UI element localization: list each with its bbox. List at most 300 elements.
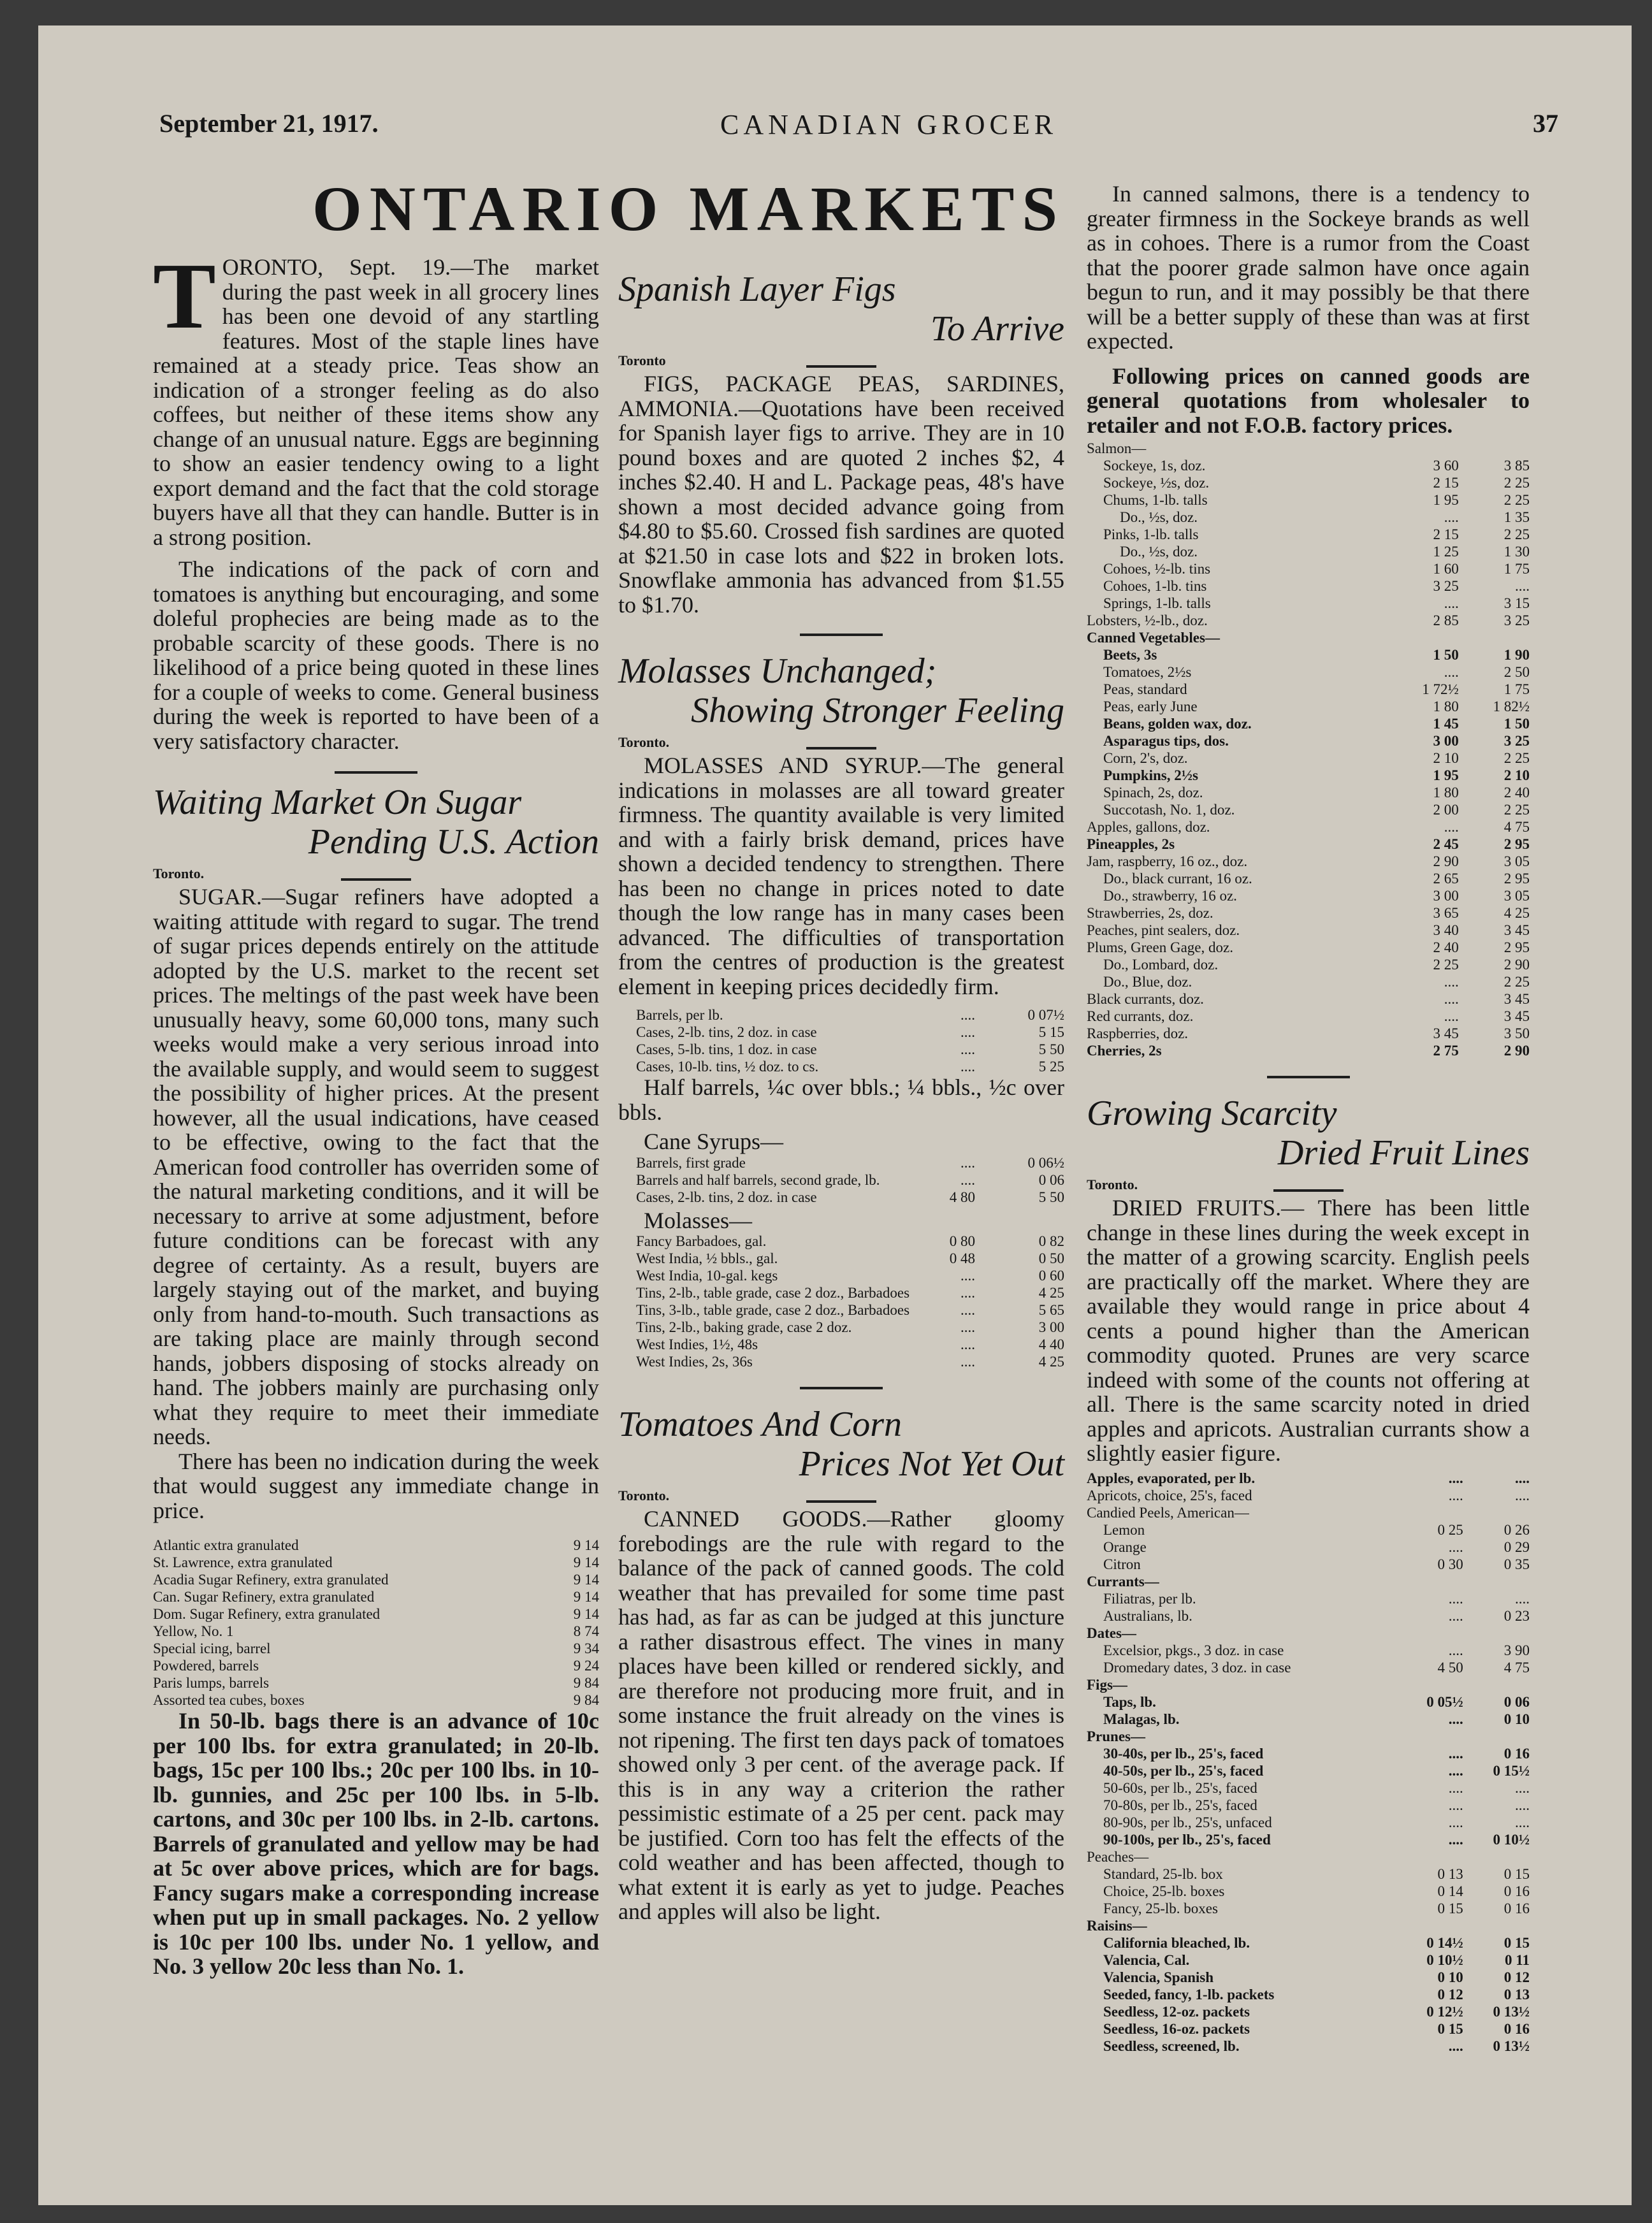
price-row: [1087, 1848, 1530, 1865]
price-item: Yellow, No. 1: [153, 1623, 234, 1639]
molasses-headline-line-2: Showing Stronger Feeling: [691, 691, 1064, 730]
price-low: ....: [1444, 974, 1459, 990]
price-row: [1087, 1779, 1530, 1797]
price-row: [1087, 1521, 1530, 1539]
price-low: 0 30: [1437, 1556, 1463, 1572]
price-item: 40-50s, per lb., 25's, faced: [1103, 1762, 1264, 1779]
price-row: [1087, 1573, 1530, 1590]
molasses-heading: Molasses—: [644, 1207, 752, 1233]
price-item: Malagas, lb.: [1103, 1711, 1180, 1727]
price-value: 5 15: [1038, 1024, 1064, 1040]
price-high: 0 13: [1503, 1986, 1530, 2002]
price-low: 0 10½: [1426, 1951, 1463, 1968]
price-item: Currants—: [1087, 1573, 1159, 1589]
price-row: [153, 1674, 599, 1691]
price-high: 2 95: [1503, 836, 1530, 852]
price-row: [618, 1284, 1064, 1301]
price-row: [1087, 1539, 1530, 1556]
molasses-headline-line-1: Molasses Unchanged;: [618, 651, 937, 691]
price-high: 3 15: [1503, 595, 1530, 611]
price-high: 0 23: [1503, 1607, 1530, 1624]
price-item: Jam, raspberry, 16 oz., doz.: [1087, 853, 1248, 869]
price-row: [1087, 939, 1530, 956]
price-high: 2 95: [1503, 939, 1530, 955]
sugar-headline-line-1: Waiting Market On Sugar: [153, 783, 522, 822]
price-row: [618, 1319, 1064, 1336]
price-item: Plums, Green Gage, doz.: [1087, 939, 1233, 955]
price-value: ....: [960, 1319, 975, 1335]
price-item: Valencia, Spanish: [1103, 1969, 1214, 1985]
price-high: 0 15: [1503, 1934, 1530, 1951]
canned-goods-paragraph: CANNED GOODS.—Rather gloomy forebodings are the rule with regard to the balance of the pack of canned goods. The cold weather that has prevailed for some time past has had, as far as can be judged at this juncture a rather disastrous effect. The vines in many places have been killed or rendered sickly, and are therefore not producing more fruit, and in some instance the fruit already on the vines is not ripening. The first ten days pack of tomatoes showed only 3 per cent. of the average pack. If this is in any way a criterion the rather pessimistic estimate of a 25 per cent. pack may be justified. Corn too has felt the effects of the cold weather and has been affected, though to what extent it is early as yet to judge. Peaches and apples will also be light.: [618, 1506, 1064, 1924]
cane-syrup-table: [618, 1154, 1064, 1206]
price-item: Strawberries, 2s, doz.: [1087, 905, 1214, 921]
price-row: [1087, 2003, 1530, 2020]
price-row: [1087, 560, 1530, 577]
price-row: [618, 1041, 1064, 1058]
price-row: [618, 1024, 1064, 1041]
price-row: [153, 1571, 599, 1588]
price-high: 0 26: [1503, 1521, 1530, 1538]
price-high: 0 15: [1503, 1865, 1530, 1882]
canned-goods-note: Following prices on canned goods are general quotations from wholesaler to retailer and not F.O.B. factory prices.: [1087, 363, 1530, 438]
main-title: ONTARIO MARKETS: [312, 173, 1066, 244]
price-item: Dates—: [1087, 1625, 1136, 1641]
price-row: [1087, 1917, 1530, 1934]
price-low: ....: [1444, 819, 1459, 835]
price-row: [1087, 440, 1530, 457]
tomatoes-headline-line-1: Tomatoes And Corn: [618, 1405, 902, 1444]
molasses-paragraph: MOLASSES AND SYRUP.—The general indications in molasses are all toward greater firmness. The quantity available is very limited and with a fairly brisk demand, prices have shown a decided tendency to strengthen. There has been no change in prices noted to date though the low range has in many cases been advanced. The difficulties of transportation from the centres of production is the greatest element in keeping prices decidedly firm.: [618, 753, 1064, 999]
half-barrels-note: Half barrels, ¼c over bbls.; ¼ bbls., ½c over bbls.: [618, 1075, 1064, 1125]
price-row: [1087, 1728, 1530, 1745]
price-row: [1087, 1556, 1530, 1573]
price-item: Citron: [1103, 1556, 1141, 1572]
price-item: Do., ½s, doz.: [1120, 509, 1198, 525]
tomatoes-dateline: Toronto.: [618, 1488, 670, 1503]
price-row: [1087, 732, 1530, 749]
price-item: Apricots, choice, 25's, faced: [1087, 1487, 1252, 1503]
price-low: 3 65: [1433, 905, 1459, 921]
price-low: ....: [1444, 509, 1459, 525]
intro-text: ORONTO, Sept. 19.—The market during the past week in all grocery lines has been one devoid of any startling features. Most of the staple lines have remained at a steady price. Teas show an indication of a stronger feeling as do also coffees, but neither of these items show any change of an unusual nature. Eggs are beginning to show an easier tendency owing to a light export demand and the fact that the cold storage buyers have all that they can handle. Butter is in a strong position.: [153, 254, 599, 550]
price-high: 2 90: [1503, 957, 1530, 973]
price-item: Do., ½s, doz.: [1120, 544, 1198, 560]
price-row: [618, 1154, 1064, 1171]
price-value: 9 84: [573, 1675, 599, 1691]
price-item: West Indies, 1½, 48s: [636, 1336, 758, 1352]
price-low: 1 72½: [1422, 681, 1459, 697]
price-low: 3 60: [1433, 458, 1459, 474]
price-item: Barrels, first grade: [636, 1154, 746, 1171]
column-2: [618, 258, 1064, 1924]
price-item: Atlantic extra granulated: [153, 1537, 299, 1553]
price-low: 2 90: [1433, 853, 1459, 869]
price-low: 1 80: [1433, 785, 1459, 800]
price-low: [1388, 440, 1459, 457]
price-high: 3 25: [1503, 612, 1530, 628]
price-item: Taps, lb.: [1103, 1693, 1156, 1710]
price-row: [1087, 1659, 1530, 1676]
price-item: 50-60s, per lb., 25's, faced: [1103, 1779, 1257, 1796]
page-number: 37: [1533, 109, 1558, 138]
price-item: Apples, gallons, doz.: [1087, 819, 1210, 835]
price-low: ....: [1444, 991, 1459, 1007]
drop-cap: T: [153, 244, 216, 349]
price-high: 1 35: [1503, 509, 1530, 525]
figs-headline-line-2: To Arrive: [930, 309, 1064, 349]
price-item: Lobsters, ½-lb., doz.: [1087, 612, 1208, 628]
price-low: 2 10: [1433, 750, 1459, 766]
price-item: Assorted tea cubes, boxes: [153, 1692, 305, 1708]
molasses-price-table: [618, 1006, 1064, 1075]
figs-headline: [618, 270, 1064, 349]
price-low: [1397, 1573, 1463, 1590]
price-low: [1388, 629, 1459, 646]
price-value: ....: [960, 1059, 975, 1075]
price-item: Fancy, 25-lb. boxes: [1103, 1900, 1218, 1916]
price-item: Cases, 2-lb. tins, 2 doz. in case: [636, 1024, 817, 1040]
price-high: 4 25: [1503, 905, 1530, 921]
price-value: 0 48: [949, 1250, 975, 1266]
price-value: ....: [960, 1268, 975, 1284]
price-row: [1087, 749, 1530, 767]
price-item: Raspberries, doz.: [1087, 1025, 1189, 1041]
price-value: ....: [960, 1336, 975, 1352]
price-item: Apples, evaporated, per lb.: [1087, 1470, 1256, 1486]
price-item: Cases, 2-lb. tins, 2 doz. in case: [636, 1189, 817, 1205]
price-high: [1459, 629, 1530, 646]
price-row: [1087, 1986, 1530, 2003]
price-high: 0 10½: [1493, 1831, 1530, 1848]
price-item: Valencia, Cal.: [1103, 1951, 1190, 1968]
price-item: Peas, early June: [1103, 699, 1198, 714]
price-item: Black currants, doz.: [1087, 991, 1204, 1007]
price-low: ....: [1448, 1779, 1463, 1796]
price-row: [153, 1623, 599, 1640]
price-row: [1087, 595, 1530, 612]
price-item: St. Lawrence, extra granulated: [153, 1554, 333, 1570]
price-value: 0 06: [1038, 1171, 1064, 1188]
price-item: West Indies, 2s, 36s: [636, 1354, 753, 1370]
price-high: 2 25: [1503, 526, 1530, 542]
price-row: [618, 1189, 1064, 1206]
price-row: [618, 1336, 1064, 1353]
price-item: Barrels, per lb.: [636, 1007, 723, 1023]
price-high: 2 25: [1503, 802, 1530, 818]
price-low: 0 13: [1437, 1865, 1463, 1882]
dried-fruit-headline: [1087, 1094, 1530, 1173]
price-low: 0 12½: [1426, 2003, 1463, 2020]
price-high: 4 75: [1503, 819, 1530, 835]
price-item: Paris lumps, barrels: [153, 1675, 270, 1691]
price-item: Tomatoes, 2½s: [1103, 664, 1192, 680]
price-item: Sockeye, ½s, doz.: [1103, 475, 1210, 491]
price-low: 2 15: [1433, 475, 1459, 491]
price-item: Cases, 5-lb. tins, 1 doz. in case: [636, 1041, 817, 1057]
price-high: [1463, 1676, 1530, 1693]
dateline-rule: [341, 878, 411, 881]
tomatoes-headline-line-2: Prices Not Yet Out: [799, 1444, 1064, 1484]
price-item: Cohoes, 1-lb. tins: [1103, 578, 1207, 594]
price-low: [1397, 1676, 1463, 1693]
price-item: Dom. Sugar Refinery, extra granulated: [153, 1606, 380, 1622]
price-high: 3 90: [1503, 1642, 1530, 1658]
price-high: 0 16: [1503, 1900, 1530, 1916]
price-low: [1397, 1625, 1463, 1642]
price-value: 9 14: [573, 1589, 599, 1605]
price-high: [1463, 1625, 1530, 1642]
price-item: Standard, 25-lb. box: [1103, 1865, 1223, 1882]
price-item: Beans, golden wax, doz.: [1103, 716, 1252, 732]
price-row: [153, 1554, 599, 1571]
price-low: [1397, 1917, 1463, 1934]
price-value: 4 25: [1038, 1354, 1064, 1370]
price-value: 0 80: [949, 1233, 975, 1249]
price-high: ....: [1515, 1590, 1530, 1607]
price-row: [1087, 1831, 1530, 1848]
price-low: [1397, 1848, 1463, 1865]
dried-dateline: Toronto.: [1087, 1177, 1138, 1192]
price-value: 9 14: [573, 1606, 599, 1622]
price-item: Special icing, barrel: [153, 1640, 271, 1656]
price-row: [1087, 1590, 1530, 1607]
price-item: Asparagus tips, dos.: [1103, 733, 1229, 749]
price-low: [1397, 1728, 1463, 1745]
price-item: West India, 10-gal. kegs: [636, 1268, 778, 1284]
price-low: 1 60: [1433, 561, 1459, 577]
price-row: [1087, 973, 1530, 990]
price-low: ....: [1444, 1008, 1459, 1024]
price-low: 2 65: [1433, 871, 1459, 887]
price-high: 3 50: [1503, 1025, 1530, 1041]
price-item: Fancy Barbadoes, gal.: [636, 1233, 767, 1249]
price-low: ....: [1444, 664, 1459, 680]
price-low: ....: [1448, 1711, 1463, 1727]
price-high: 3 25: [1503, 733, 1530, 749]
price-item: Succotash, No. 1, doz.: [1103, 802, 1235, 818]
price-value: 5 25: [1038, 1059, 1064, 1075]
price-value: 0 06½: [1027, 1154, 1064, 1171]
price-high: [1459, 440, 1530, 457]
price-item: Spinach, 2s, doz.: [1103, 785, 1203, 800]
price-item: Corn, 2's, doz.: [1103, 750, 1188, 766]
price-value: 5 50: [1038, 1041, 1064, 1057]
price-high: 2 90: [1503, 1043, 1530, 1059]
price-row: [1087, 698, 1530, 715]
price-item: Peas, standard: [1103, 681, 1187, 697]
price-row: [153, 1537, 599, 1554]
price-value: 3 00: [1038, 1319, 1064, 1335]
price-low: ....: [1444, 595, 1459, 611]
price-high: 3 45: [1503, 1008, 1530, 1024]
price-value: 0 60: [1038, 1268, 1064, 1284]
price-low: ....: [1448, 1642, 1463, 1658]
price-row: [1087, 1504, 1530, 1521]
price-row: [1087, 1797, 1530, 1814]
price-row: [1087, 2038, 1530, 2055]
price-low: 0 14½: [1426, 1934, 1463, 1951]
price-low: 0 10: [1437, 1969, 1463, 1985]
price-low: ....: [1448, 1590, 1463, 1607]
price-low: 2 00: [1433, 802, 1459, 818]
price-row: [1087, 1487, 1530, 1504]
dried-fruit-table: [1087, 1470, 1530, 2055]
figs-dateline: Toronto: [618, 352, 666, 368]
price-item: Acadia Sugar Refinery, extra granulated: [153, 1572, 389, 1588]
figs-headline-line-1: Spanish Layer Figs: [618, 270, 896, 309]
masthead: CANADIAN GROCER: [720, 109, 1058, 140]
price-high: 2 10: [1503, 767, 1530, 783]
price-row: [1087, 629, 1530, 646]
price-row: [1087, 2020, 1530, 2038]
price-row: [1087, 715, 1530, 732]
price-item: Tins, 3-lb., table grade, case 2 doz., Barbadoes: [636, 1302, 910, 1318]
price-row: [153, 1640, 599, 1657]
price-value: 4 25: [1038, 1285, 1064, 1301]
price-low: ....: [1448, 1831, 1463, 1848]
price-low: 2 15: [1433, 526, 1459, 542]
price-low: ....: [1448, 1607, 1463, 1624]
price-item: Figs—: [1087, 1676, 1127, 1693]
price-item: Candied Peels, American—: [1087, 1504, 1249, 1521]
price-low: ....: [1448, 1539, 1463, 1555]
price-row: [618, 1058, 1064, 1075]
price-value: 9 14: [573, 1572, 599, 1588]
price-low: 0 05½: [1426, 1693, 1463, 1710]
price-item: Can. Sugar Refinery, extra granulated: [153, 1589, 375, 1605]
price-value: 4 40: [1038, 1336, 1064, 1352]
price-item: Filiatras, per lb.: [1103, 1590, 1196, 1607]
price-value: ....: [960, 1154, 975, 1171]
price-row: [1087, 853, 1530, 870]
price-item: Choice, 25-lb. boxes: [1103, 1883, 1225, 1899]
price-low: 2 75: [1433, 1043, 1459, 1059]
price-row: [1087, 1951, 1530, 1969]
price-item: Springs, 1-lb. talls: [1103, 595, 1211, 611]
price-high: 3 05: [1503, 853, 1530, 869]
price-low: 0 12: [1437, 1986, 1463, 2002]
price-high: 1 50: [1503, 716, 1530, 732]
price-row: [1087, 681, 1530, 698]
price-high: 2 40: [1503, 785, 1530, 800]
issue-date: September 21, 1917.: [159, 109, 379, 138]
sugar-note: In 50-lb. bags there is an advance of 10c per 100 lbs. for extra granulated; in 20-lb. bags, 15c per 100 lbs.; 20c per 100 lbs. in 10-lb. gunnies, and 25c per 100 lbs. in 5-lb. cartons, and 30c per 100 lbs. in 2-lb. cartons. Barrels of granulated and yellow may be had at 5c over above prices, which are for bags. Fancy sugars make a corresponding increase when put up in small packages. No. 2 yellow is 10c per 100 lbs. under No. 1 yellow, and No. 3 yellow 20c less than No. 1.: [153, 1708, 599, 1979]
price-row: [1087, 767, 1530, 784]
price-item: Beets, 3s: [1103, 647, 1157, 663]
price-row: [618, 1250, 1064, 1267]
price-row: [1087, 474, 1530, 491]
price-value: 0 07½: [1027, 1007, 1064, 1023]
sugar-paragraph-2: There has been no indication during the week that would suggest any immediate change in price.: [153, 1448, 599, 1523]
section-divider: [800, 634, 883, 636]
price-low: 0 15: [1437, 2020, 1463, 2037]
price-high: ....: [1515, 1814, 1530, 1830]
price-high: 1 75: [1503, 561, 1530, 577]
price-high: 0 13½: [1493, 2003, 1530, 2020]
price-row: [1087, 457, 1530, 474]
price-value: 5 50: [1038, 1189, 1064, 1205]
dried-headline-line-1: Growing Scarcity: [1087, 1094, 1337, 1133]
price-value: ....: [960, 1007, 975, 1023]
price-low: 2 85: [1433, 612, 1459, 628]
price-item: Seedless, 12-oz. packets: [1103, 2003, 1250, 2020]
price-high: 0 16: [1503, 1883, 1530, 1899]
sugar-price-table: [153, 1537, 599, 1709]
price-item: California bleached, lb.: [1103, 1934, 1250, 1951]
price-row: [1087, 818, 1530, 836]
price-high: 1 30: [1503, 544, 1530, 560]
price-row: [1087, 1042, 1530, 1059]
sugar-headline-line-2: Pending U.S. Action: [308, 822, 599, 862]
price-low: 1 95: [1433, 767, 1459, 783]
price-row: [1087, 577, 1530, 595]
column-1: [153, 244, 599, 1979]
price-row: [1087, 956, 1530, 973]
price-high: 0 11: [1505, 1951, 1530, 1968]
price-row: [1087, 1676, 1530, 1693]
price-low: 2 45: [1433, 836, 1459, 852]
price-item: Seedless, screened, lb.: [1103, 2038, 1240, 2054]
price-row: [1087, 1883, 1530, 1900]
price-item: Chums, 1-lb. talls: [1103, 492, 1208, 508]
price-high: 0 29: [1503, 1539, 1530, 1555]
price-high: ....: [1515, 1797, 1530, 1813]
price-item: Lemon: [1103, 1521, 1145, 1538]
price-high: 0 16: [1503, 2020, 1530, 2037]
salmon-paragraph: In canned salmons, there is a tendency to greater firmness in the Sockeye brands as well as in cohoes. There is a rumor from the Coast that the poorer grade salmon have once again begun to run, and it may possibly be that there will be a better supply of these than was at first expected.: [1087, 181, 1530, 354]
molasses-headline: [618, 651, 1064, 730]
price-item: Cohoes, ½-lb. tins: [1103, 561, 1211, 577]
price-high: 0 15½: [1493, 1762, 1530, 1779]
section-divider: [335, 771, 417, 774]
price-row: [1087, 612, 1530, 629]
price-item: Do., black currant, 16 oz.: [1103, 871, 1252, 887]
price-low: 4 50: [1437, 1659, 1463, 1676]
price-item: Do., strawberry, 16 oz.: [1103, 888, 1237, 904]
price-high: 3 85: [1503, 458, 1530, 474]
section-divider: [800, 1387, 883, 1389]
price-row: [1087, 1470, 1530, 1487]
price-row: [1087, 1934, 1530, 1951]
price-high: 2 25: [1503, 475, 1530, 491]
price-item: Salmon—: [1087, 440, 1147, 456]
price-row: [1087, 922, 1530, 939]
price-row: [618, 1353, 1064, 1370]
price-low: ....: [1448, 1762, 1463, 1779]
price-row: [1087, 1025, 1530, 1042]
price-value: 0 50: [1038, 1250, 1064, 1266]
price-row: [1087, 801, 1530, 818]
price-item: Peaches, pint sealers, doz.: [1087, 922, 1240, 938]
cane-syrups-heading: Cane Syrups—: [644, 1129, 783, 1154]
price-item: Tins, 2-lb., table grade, case 2 doz., Barbadoes: [636, 1285, 910, 1301]
price-high: 1 82½: [1493, 699, 1530, 714]
price-item: Cases, 10-lb. tins, ½ doz. to cs.: [636, 1059, 819, 1075]
price-low: 2 40: [1433, 939, 1459, 955]
price-low: 1 45: [1433, 716, 1459, 732]
price-row: [618, 1006, 1064, 1024]
dried-headline-line-2: Dried Fruit Lines: [1277, 1133, 1530, 1173]
price-row: [1087, 887, 1530, 904]
price-row: [1087, 1900, 1530, 1917]
price-item: Do., Blue, doz.: [1103, 974, 1192, 990]
price-low: 0 15: [1437, 1900, 1463, 1916]
price-item: Pinks, 1-lb. talls: [1103, 526, 1199, 542]
price-value: 5 65: [1038, 1302, 1064, 1318]
price-row: [1087, 491, 1530, 509]
price-low: [1397, 1504, 1463, 1521]
